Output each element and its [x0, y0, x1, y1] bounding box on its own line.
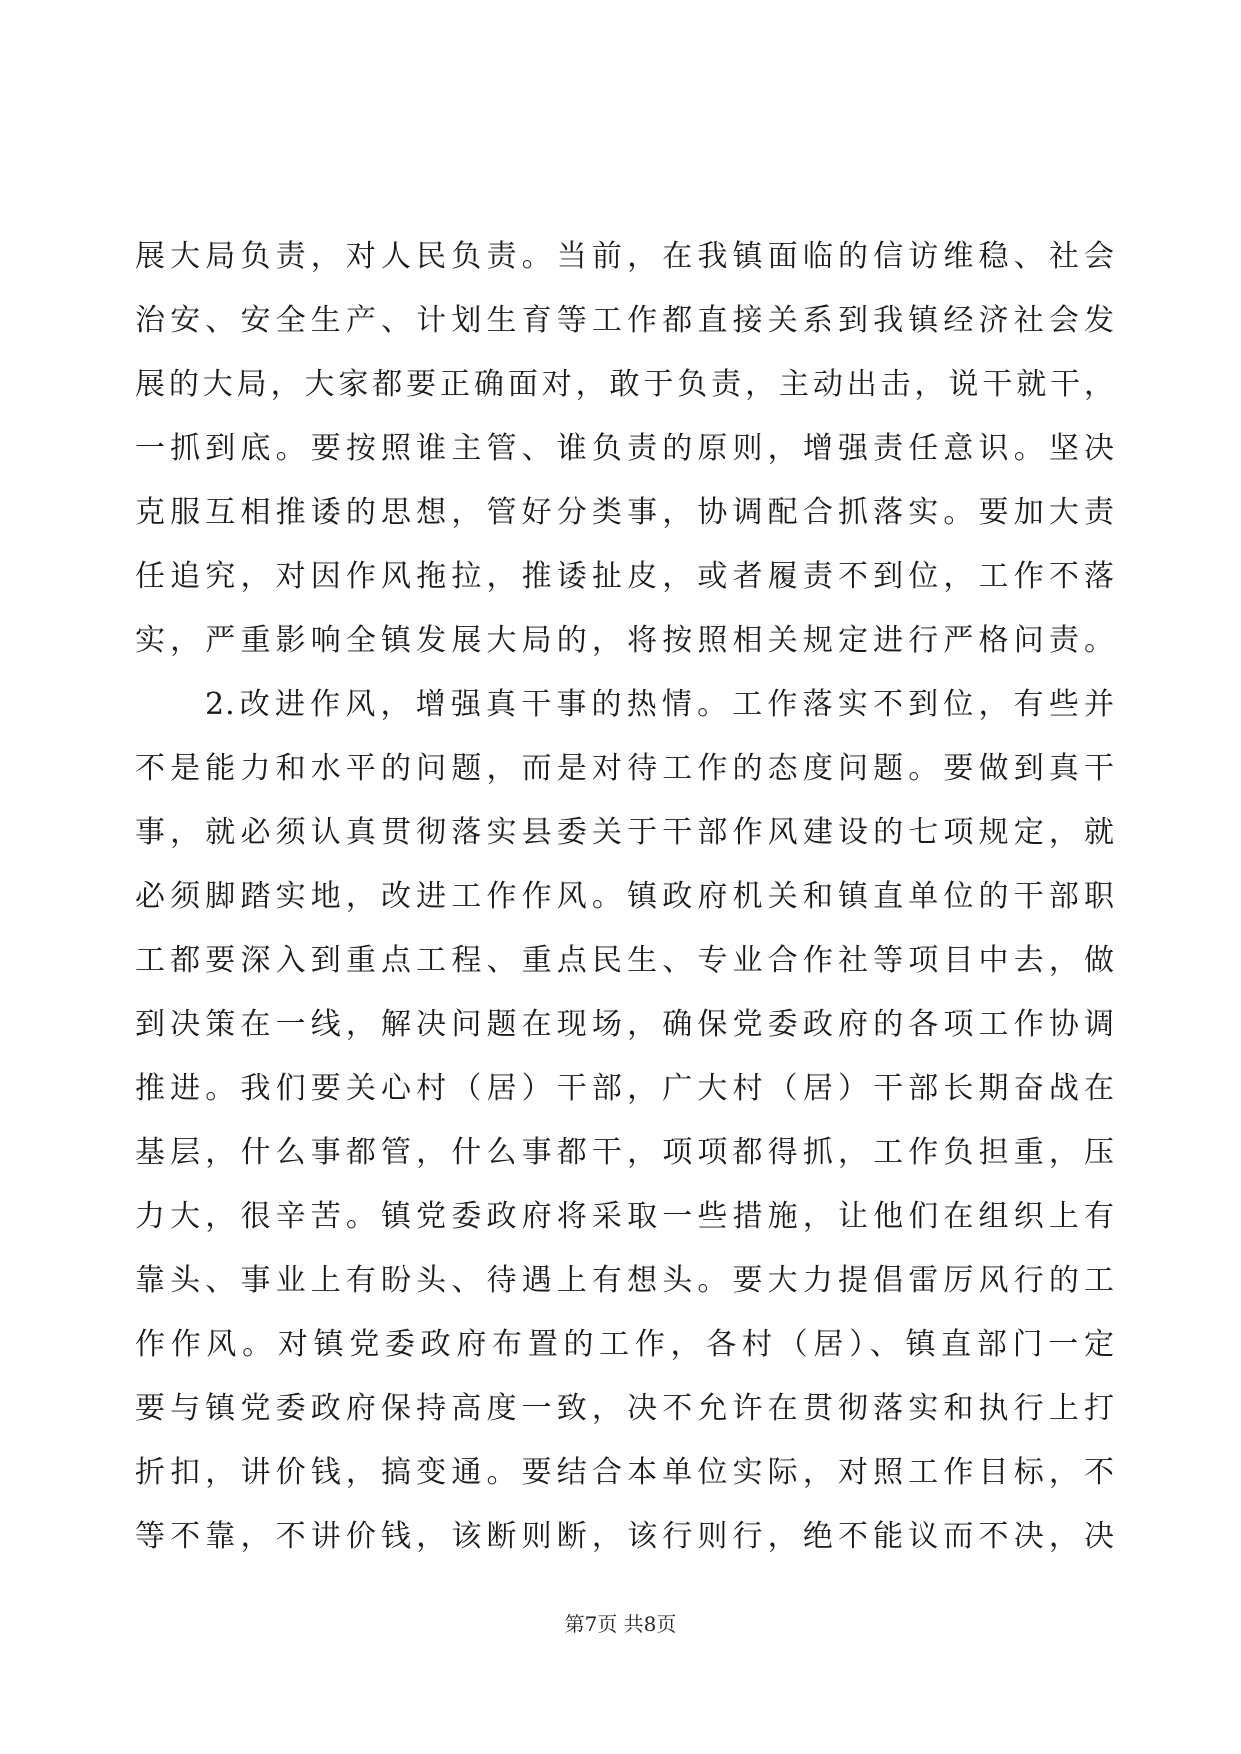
text-line: 展大局负责，对人民负责。当前，在我镇面临的信访维稳、社会 — [135, 239, 1115, 274]
text-line: 基层，什么事都管，什么事都干，项项都得抓，工作负担重，压 — [135, 1135, 1115, 1170]
text-line: 必须脚踏实地，改进工作作风。镇政府机关和镇直单位的干部职 — [135, 879, 1115, 914]
text-line: 工都要深入到重点工程、重点民生、专业合作社等项目中去，做 — [135, 943, 1115, 978]
text-line: 任追究，对因作风拖拉，推诿扯皮，或者履责不到位，工作不落 — [135, 559, 1115, 594]
text-line: 治安、安全生产、计划生育等工作都直接关系到我镇经济社会发 — [135, 303, 1115, 338]
text-line: 不是能力和水平的问题，而是对待工作的态度问题。要做到真干 — [135, 751, 1115, 786]
text-line: 事，就必须认真贯彻落实县委关于干部作风建设的七项规定，就 — [135, 815, 1115, 850]
paragraph-start-line: 2.改进作风，增强真干事的热情。工作落实不到位，有些并 — [205, 687, 1115, 722]
text-line: 等不靠，不讲价钱，该断则断，该行则行，绝不能议而不决，决 — [135, 1519, 1115, 1554]
text-line: 要与镇党委政府保持高度一致，决不允许在贯彻落实和执行上打 — [135, 1391, 1115, 1426]
text-line: 一抓到底。要按照谁主管、谁负责的原则，增强责任意识。坚决 — [135, 431, 1115, 466]
text-line: 靠头、事业上有盼头、待遇上有想头。要大力提倡雷厉风行的工 — [135, 1263, 1115, 1298]
text-line: 克服互相推诿的思想，管好分类事，协调配合抓落实。要加大责 — [135, 495, 1115, 530]
text-line: 折扣，讲价钱，搞变通。要结合本单位实际，对照工作目标，不 — [135, 1455, 1115, 1490]
text-line: 推进。我们要关心村（居）干部，广大村（居）干部长期奋战在 — [135, 1071, 1115, 1106]
text-line: 力大，很辛苦。镇党委政府将采取一些措施，让他们在组织上有 — [135, 1199, 1115, 1234]
text-line: 到决策在一线，解决问题在现场，确保党委政府的各项工作协调 — [135, 1007, 1115, 1042]
text-line: 实，严重影响全镇发展大局的，将按照相关规定进行严格问责。 — [135, 623, 1115, 658]
text-line: 作作风。对镇党委政府布置的工作，各村（居）、镇直部门一定 — [135, 1327, 1115, 1362]
page-footer: 第7页 共8页 — [564, 1612, 677, 1636]
text-line: 展的大局，大家都要正确面对，敢于负责，主动出击，说干就干， — [135, 367, 1115, 402]
body-text — [135, 225, 1115, 1569]
